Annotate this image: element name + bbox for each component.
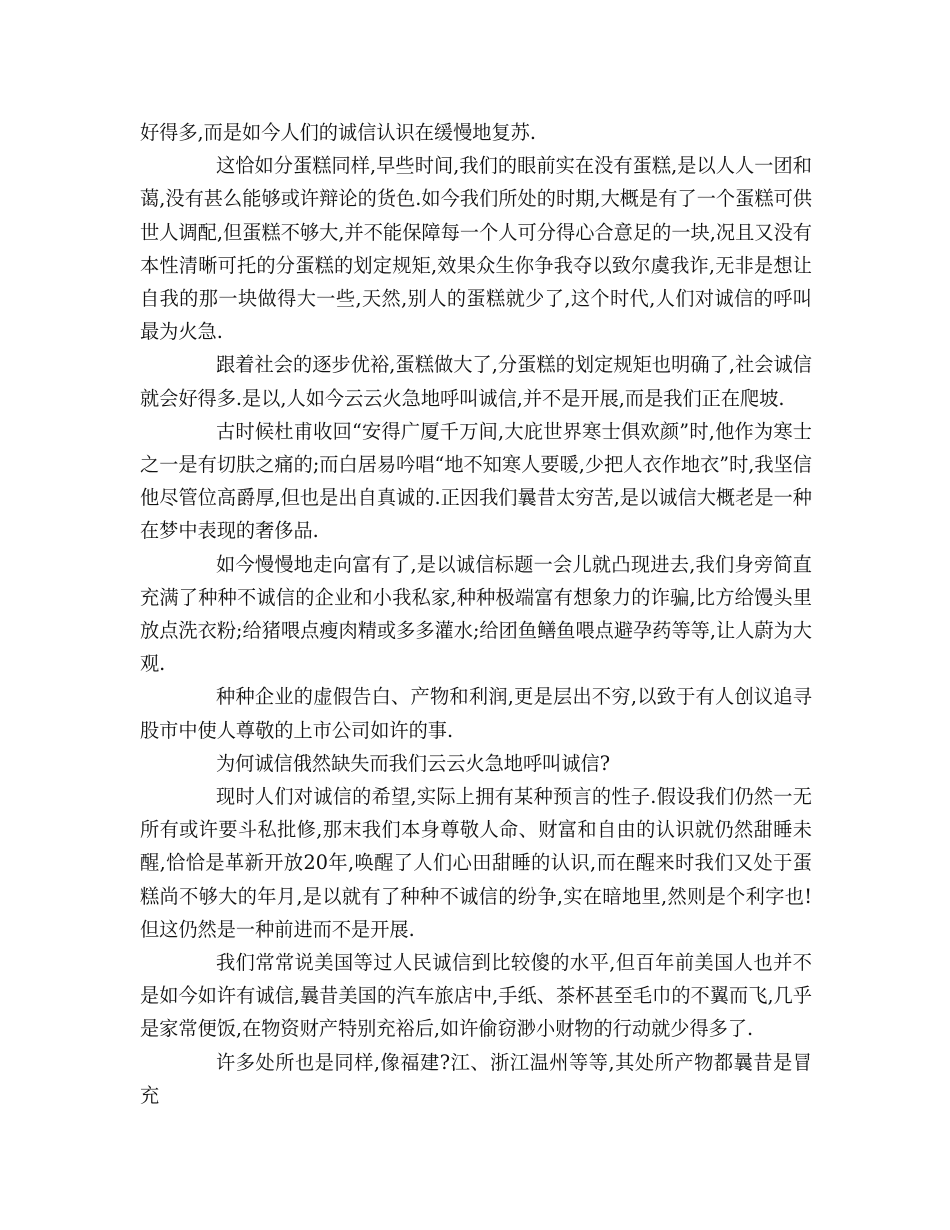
paragraph: 许多处所也是同样,像福建?江、浙江温州等等,其处所产物都曩昔是冒充 <box>140 1050 812 1107</box>
paragraph: 我们常常说美国等过人民诚信到比较傻的水平,但百年前美国人也并不是如今如许有诚信,曩昔美国的汽车旅店中,手纸、茶杯甚至毛巾的不翼而飞,几乎是家常便饭,在物资财产特别充裕后,如许偷窃渺小财物的行动就少得多了. <box>140 951 812 1041</box>
paragraph: 古时候杜甫收回“安得广厦千万间,大庇世界寒士俱欢颜”时,他作为寒士之一是有切肤之痛的;而白居易吟唱“地不知寒人要暖,少把人衣作地衣”时,我坚信他尽管位高爵厚,但也是出自真诚的.正因我们曩昔太穷苦,是以诚信大概老是一种在梦中表现的奢侈品. <box>140 419 812 543</box>
paragraph: 这恰如分蛋糕同样,早些时间,我们的眼前实在没有蛋糕,是以人人一团和蔼,没有甚么能够或许辩论的货色.如今我们所处的时期,大概是有了一个蛋糕可供世人调配,但蛋糕不够大,并不能保障每一个人可分得心合意足的一块,况且又没有本性清晰可托的分蛋糕的划定规矩,效果众生你争我夺以致尔虞我诈,无非是想让自我的那一块做得大一些,天然,别人的蛋糕就少了,这个时代,人们对诚信的呼叫最为火急. <box>140 154 812 344</box>
paragraph: 跟着社会的逐步优裕,蛋糕做大了,分蛋糕的划定规矩也明确了,社会诚信就会好得多.是以,人如今云云火急地呼叫诚信,并不是开展,而是我们正在爬坡. <box>140 353 812 410</box>
document-body <box>140 116 812 1112</box>
paragraph: 好得多,而是如今人们的诚信认识在缓慢地复苏. <box>140 121 536 144</box>
paragraph: 现时人们对诚信的希望,实际上拥有某种预言的性子.假设我们仍然一无所有或许要斗私批修,那末我们本身尊敬人命、财富和自由的认识就仍然甜睡未醒,恰恰是革新开放20年,唤醒了人们心田甜睡的认识,而在醒来时我们又处于蛋糕尚不够大的年月,是以就有了种种不诚信的纷争,实在暗地里,然则是个利字也!但这仍然是一种前进而不是开展. <box>140 785 812 941</box>
paragraph: 如今慢慢地走向富有了,是以诚信标题一会儿就凸现进去,我们身旁简直充满了种种不诚信的企业和小我私家,种种极端富有想象力的诈骗,比方给馒头里放点洗衣粉;给猪喂点瘦肉精或多多灌水;给团鱼鳝鱼喂点避孕药等等,让人蔚为大观. <box>140 552 812 676</box>
paragraph: 为何诚信俄然缺失而我们云云火急地呼叫诚信? <box>216 751 611 775</box>
paragraph: 种种企业的虚假告白、产物和利润,更是层出不穷,以致于有人创议追寻股市中使人尊敬的上市公司如许的事. <box>140 685 812 742</box>
